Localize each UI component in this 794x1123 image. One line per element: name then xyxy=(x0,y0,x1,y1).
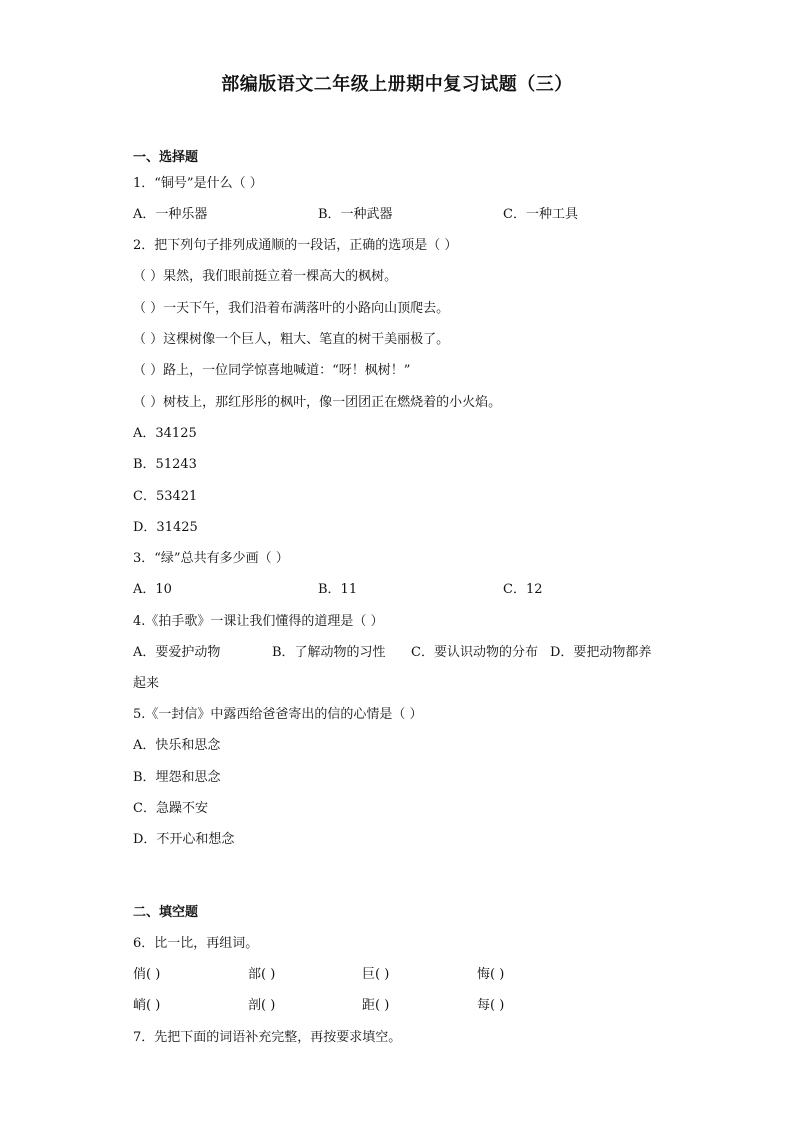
question-5-stem: 5.《一封信》中露西给爸爸寄出的信的心情是（ ） xyxy=(133,707,423,722)
question-3-option-c: C．12 xyxy=(503,582,543,597)
question-2-sentence: （ ）树枝上，那红彤彤的枫叶，像一团团正在燃烧着的小火焰。 xyxy=(133,395,502,410)
question-1-stem: 1．“铜号”是什么（ ） xyxy=(133,176,263,191)
word-group-cell: 峭( ) xyxy=(133,998,161,1013)
question-5-option-d: D．不开心和想念 xyxy=(133,832,235,847)
section-heading-choice: 一、选择题 xyxy=(133,150,199,165)
question-4-option-a: A．要爱护动物 xyxy=(133,645,221,660)
question-4-option-c: C．要认识动物的分布 xyxy=(411,645,538,660)
question-2-sentence: （ ）路上，一位同学惊喜地喊道：“呀！枫树！” xyxy=(133,363,411,378)
question-2-option-d: D．31425 xyxy=(133,520,198,535)
question-2-option-b: B．51243 xyxy=(133,457,197,472)
question-2-option-c: C．53421 xyxy=(133,489,198,504)
word-group-cell: 距( ) xyxy=(362,998,390,1013)
page-title: 部编版语文二年级上册期中复习试题（三） xyxy=(221,74,573,95)
question-1-option-a: A．一种乐器 xyxy=(133,207,208,222)
question-7-stem: 7．先把下面的词语补充完整，再按要求填空。 xyxy=(133,1030,402,1045)
word-group-cell: 俏( ) xyxy=(133,967,161,982)
question-4-option-b: B．了解动物的习性 xyxy=(272,645,386,660)
question-4-option-d: D．要把动物都养 xyxy=(550,645,652,660)
word-group-cell: 剖( ) xyxy=(248,998,276,1013)
word-group-cell: 巨( ) xyxy=(362,967,390,982)
question-4-option-d-continued: 起来 xyxy=(133,676,160,691)
question-6-stem: 6．比一比，再组词。 xyxy=(133,936,259,951)
question-3-option-a: A．10 xyxy=(133,582,172,597)
question-1-option-c: C．一种工具 xyxy=(503,207,578,222)
question-2-option-a: A．34125 xyxy=(133,426,197,441)
question-4-stem: 4.《拍手歌》一课让我们懂得的道理是（ ） xyxy=(133,614,384,629)
question-5-option-a: A．快乐和思念 xyxy=(133,738,221,753)
question-1-option-b: B．一种武器 xyxy=(318,207,393,222)
question-2-sentence: （ ）果然，我们眼前挺立着一棵高大的枫树。 xyxy=(133,269,398,284)
word-group-cell: 每( ) xyxy=(477,998,505,1013)
question-2-sentence: （ ）一天下午，我们沿着布满落叶的小路向山顶爬去。 xyxy=(133,301,450,316)
section-heading-fill-in: 二、填空题 xyxy=(133,905,199,920)
question-3-option-b: B．11 xyxy=(318,582,358,597)
question-5-option-c: C．急躁不安 xyxy=(133,801,208,816)
question-2-stem: 2．把下列句子排列成通顺的一段话，正确的选项是（ ） xyxy=(133,238,458,253)
question-2-sentence: （ ）这棵树像一个巨人，粗大、笔直的树干美丽极了。 xyxy=(133,332,450,347)
word-group-cell: 悔( ) xyxy=(477,967,505,982)
question-5-option-b: B．埋怨和思念 xyxy=(133,770,221,785)
word-group-cell: 部( ) xyxy=(248,967,276,982)
question-3-stem: 3．“绿”总共有多少画（ ） xyxy=(133,551,289,566)
